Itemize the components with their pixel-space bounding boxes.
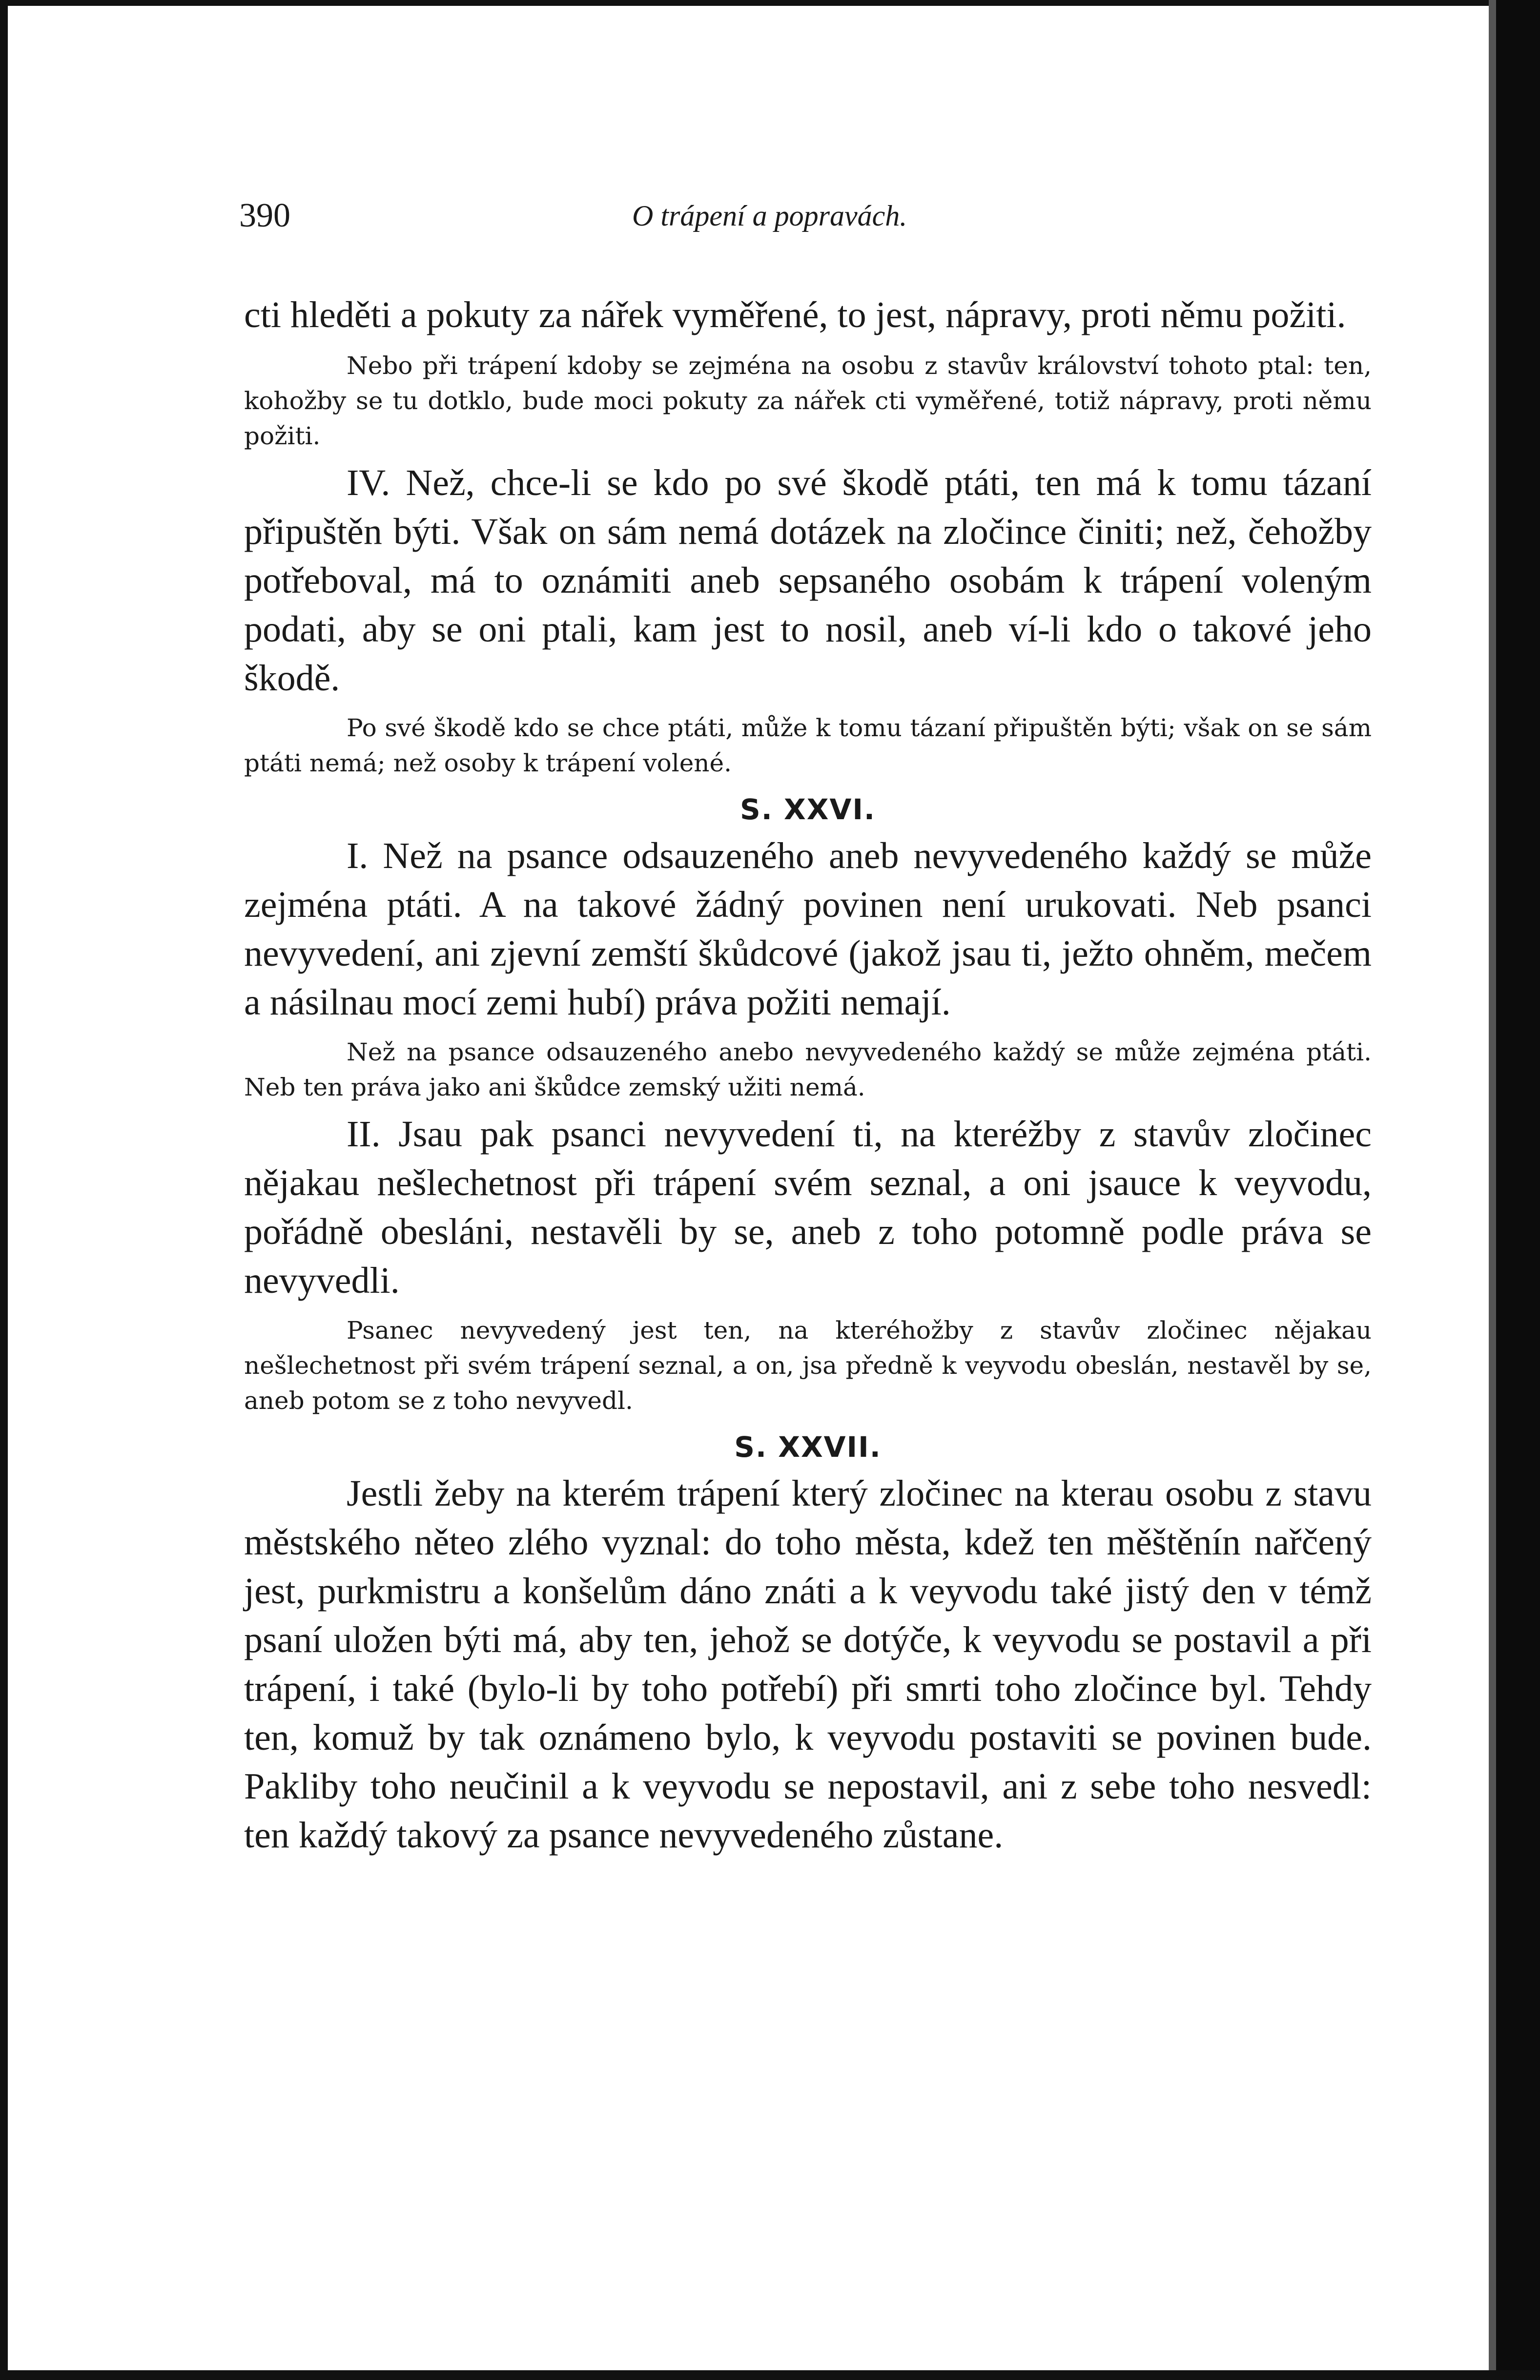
section-heading: S. XXVII. bbox=[734, 1430, 882, 1464]
section-heading: S. XXVI. bbox=[740, 793, 876, 826]
paragraph-article-ii: II. Jsau pak psanci nevyvedení ti, na kteréžby z stavův zločinec nějakau nešlechetnost při trápení svém seznal, a oni jsauce k veyvodu, pořádně obesláni, nestavěli by se, aneb z toho potomně podle práva se nevyvedli. bbox=[244, 1114, 1372, 1301]
paragraph-note: Než na psance odsauzeného anebo nevyvedeného každý se může zejména ptáti. Neb ten práva jako ani škůdce zemský užiti nemá. bbox=[244, 1038, 1372, 1101]
paragraph-note: Psanec nevyvedený jest ten, na kteréhožby z stavův zločinec nějakau nešlechetnost při svém trápení seznal, a on, jsa předně k veyvodu obeslán, nestavěl by se, aneb potom se z toho nevyvedl. bbox=[244, 1316, 1372, 1415]
paragraph-note: Po své škodě kdo se chce ptáti, může k tomu tázaní připuštěn býti; však on se sám ptáti nemá; než osoby k trápení volené. bbox=[244, 714, 1372, 777]
running-head: O trápení a popravách. bbox=[632, 200, 907, 232]
scan-border-right bbox=[1496, 0, 1540, 2380]
scan-border-right-inner bbox=[1489, 0, 1496, 2380]
body-text bbox=[244, 290, 1372, 1860]
page-number: 390 bbox=[239, 197, 290, 234]
scan-border-bottom bbox=[0, 2370, 1540, 2380]
paragraph-section-xxvii: Jestli žeby na kterém trápení který zločinec na kterau osobu z stavu městského něteo zlého vyznal: do toho města, kdež ten měštěnín nařčený jest, purkmistru a konšelům dáno znáti a k veyvodu také jistý den v témž psaní uložen býti má, aby ten, jehož se dotýče, k veyvodu se postavil a při trápení, i také (bylo-li by toho potřebí) při smrti toho zločince byl. Tehdy ten, komuž by tak oznámeno bylo, k veyvodu postaviti se povinen bude. Pakliby toho neučinil a k veyvodu se nepostavil, ani z sebe toho nesvedl: ten každý takový za psance nevyvedeného zůstane. bbox=[244, 1473, 1372, 1856]
scan-border-top bbox=[0, 0, 1540, 6]
paragraph-article-i: I. Než na psance odsauzeného aneb nevyvedeného každý se může zejména ptáti. A na takové žádný povinen není urukovati. Neb psanci nevyvedení, ani zjevní zemští škůdcové (jakož jsau ti, ježto ohněm, mečem a násilnau mocí zemi hubí) práva požiti nemají. bbox=[244, 835, 1372, 1023]
paragraph-article-iv: IV. Než, chce-li se kdo po své škodě ptáti, ten má k tomu tázaní připuštěn býti. Však on sám nemá dotázek na zločince činiti; než, čehožby potřeboval, má to oznámiti aneb sepsaného osobám k trápení voleným podati, aby se oni ptali, kam jest to nosil, aneb ví-li kdo o takové jeho škodě. bbox=[244, 462, 1372, 699]
paragraph-continuation: cti hleděti a pokuty za nářek vyměřené, to jest, nápravy, proti němu požiti. bbox=[244, 294, 1346, 335]
paragraph-note: Nebo při trápení kdoby se zejména na osobu z stavův království tohoto ptal: ten, kohožby se tu dotklo, bude moci pokuty za nářek cti vyměřené, totiž nápravy, proti němu požiti. bbox=[244, 352, 1372, 450]
scan-border-left bbox=[0, 0, 8, 2380]
page-header bbox=[0, 191, 1540, 240]
